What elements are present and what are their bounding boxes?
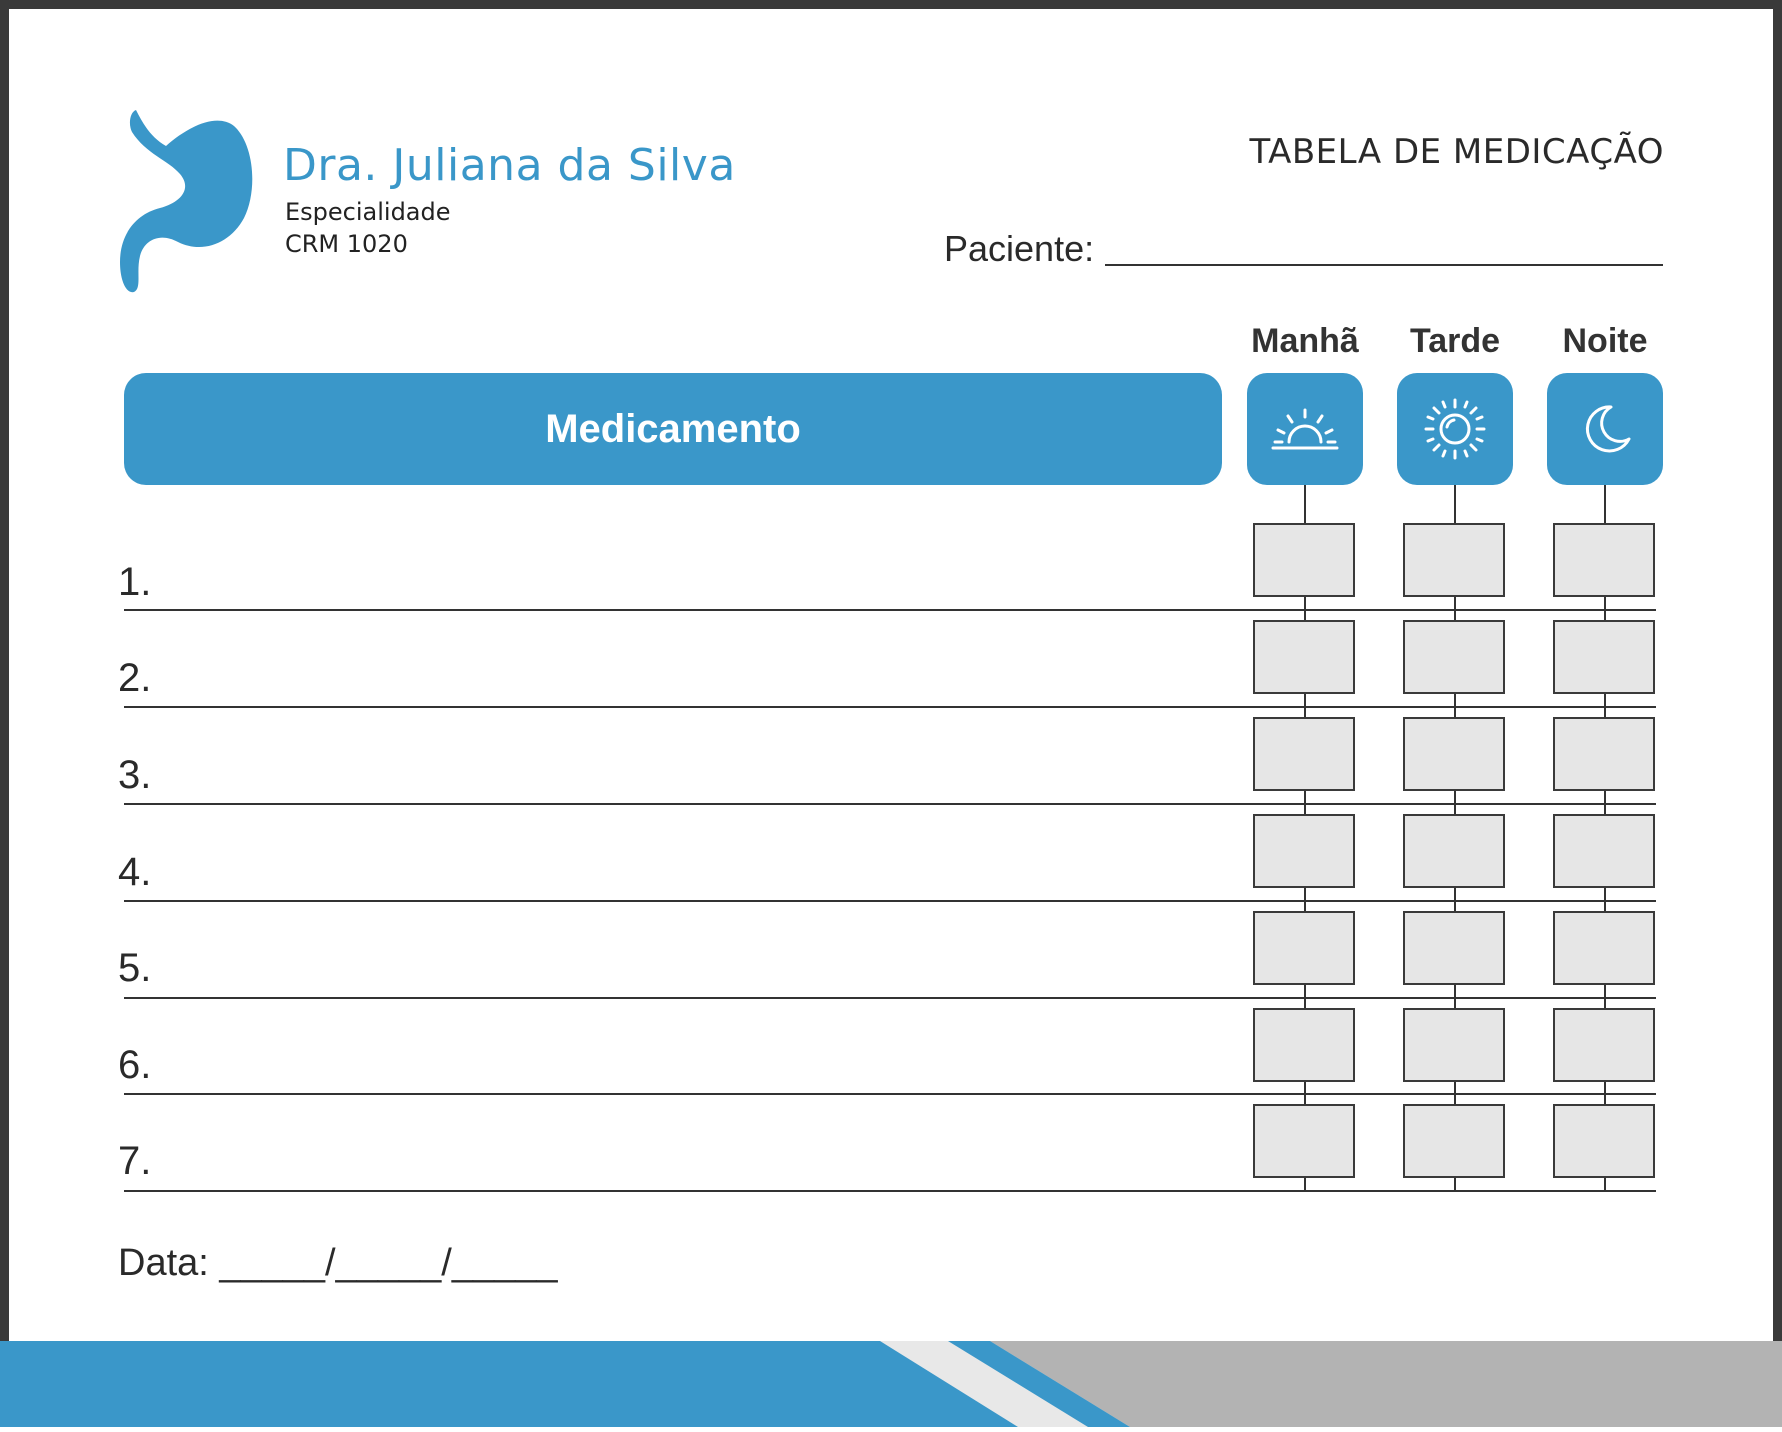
medication-line-2[interactable]	[124, 706, 1656, 708]
medication-line-4[interactable]	[124, 900, 1656, 902]
document-title: TABELA DE MEDICAÇÃO	[1249, 132, 1664, 172]
period-tile-night	[1547, 373, 1663, 485]
checkbox-night-5[interactable]	[1553, 911, 1655, 985]
period-tile-morning	[1247, 373, 1363, 485]
checkbox-afternoon-6[interactable]	[1403, 1008, 1505, 1082]
row-number: 7.	[118, 1139, 152, 1183]
checkbox-morning-3[interactable]	[1253, 717, 1355, 791]
medication-line-5[interactable]	[124, 997, 1656, 999]
checkbox-afternoon-4[interactable]	[1403, 814, 1505, 888]
checkbox-morning-7[interactable]	[1253, 1104, 1355, 1178]
medication-header-label: Medicamento	[545, 406, 801, 451]
checkbox-afternoon-1[interactable]	[1403, 523, 1505, 597]
moon-icon	[1577, 401, 1633, 457]
period-label-morning: Manhã	[1251, 322, 1359, 360]
medication-line-3[interactable]	[124, 803, 1656, 805]
checkbox-night-7[interactable]	[1553, 1104, 1655, 1178]
row-number: 4.	[118, 850, 152, 894]
row-number: 6.	[118, 1043, 152, 1087]
patient-label: Paciente:	[944, 228, 1095, 269]
checkbox-afternoon-3[interactable]	[1403, 717, 1505, 791]
footer-band	[0, 1341, 1782, 1427]
checkbox-night-3[interactable]	[1553, 717, 1655, 791]
checkbox-morning-2[interactable]	[1253, 620, 1355, 694]
checkbox-night-6[interactable]	[1553, 1008, 1655, 1082]
patient-name-field[interactable]	[1105, 264, 1663, 266]
period-label-afternoon: Tarde	[1409, 322, 1501, 360]
medication-header	[124, 373, 1222, 485]
medication-line-7[interactable]	[124, 1190, 1656, 1192]
checkbox-morning-1[interactable]	[1253, 523, 1355, 597]
sun-icon	[1423, 397, 1487, 461]
period-label-night: Noite	[1562, 322, 1648, 360]
medication-line-6[interactable]	[124, 1093, 1656, 1095]
row-number: 1.	[118, 560, 152, 604]
checkbox-night-1[interactable]	[1553, 523, 1655, 597]
stomach-logo-icon	[116, 104, 266, 304]
checkbox-afternoon-2[interactable]	[1403, 620, 1505, 694]
checkbox-morning-5[interactable]	[1253, 911, 1355, 985]
medication-line-1[interactable]	[124, 609, 1656, 611]
checkbox-morning-4[interactable]	[1253, 814, 1355, 888]
date-field[interactable]: Data: _____/_____/_____	[118, 1242, 558, 1284]
doctor-crm: CRM 1020	[285, 230, 408, 258]
row-number: 5.	[118, 946, 152, 990]
checkbox-afternoon-7[interactable]	[1403, 1104, 1505, 1178]
row-number: 2.	[118, 656, 152, 700]
checkbox-afternoon-5[interactable]	[1403, 911, 1505, 985]
sunrise-icon	[1270, 404, 1340, 454]
doctor-specialty: Especialidade	[285, 198, 451, 226]
checkbox-morning-6[interactable]	[1253, 1008, 1355, 1082]
checkbox-night-4[interactable]	[1553, 814, 1655, 888]
period-tile-afternoon	[1397, 373, 1513, 485]
row-number: 3.	[118, 753, 152, 797]
checkbox-night-2[interactable]	[1553, 620, 1655, 694]
doctor-name: Dra. Juliana da Silva	[283, 140, 736, 191]
